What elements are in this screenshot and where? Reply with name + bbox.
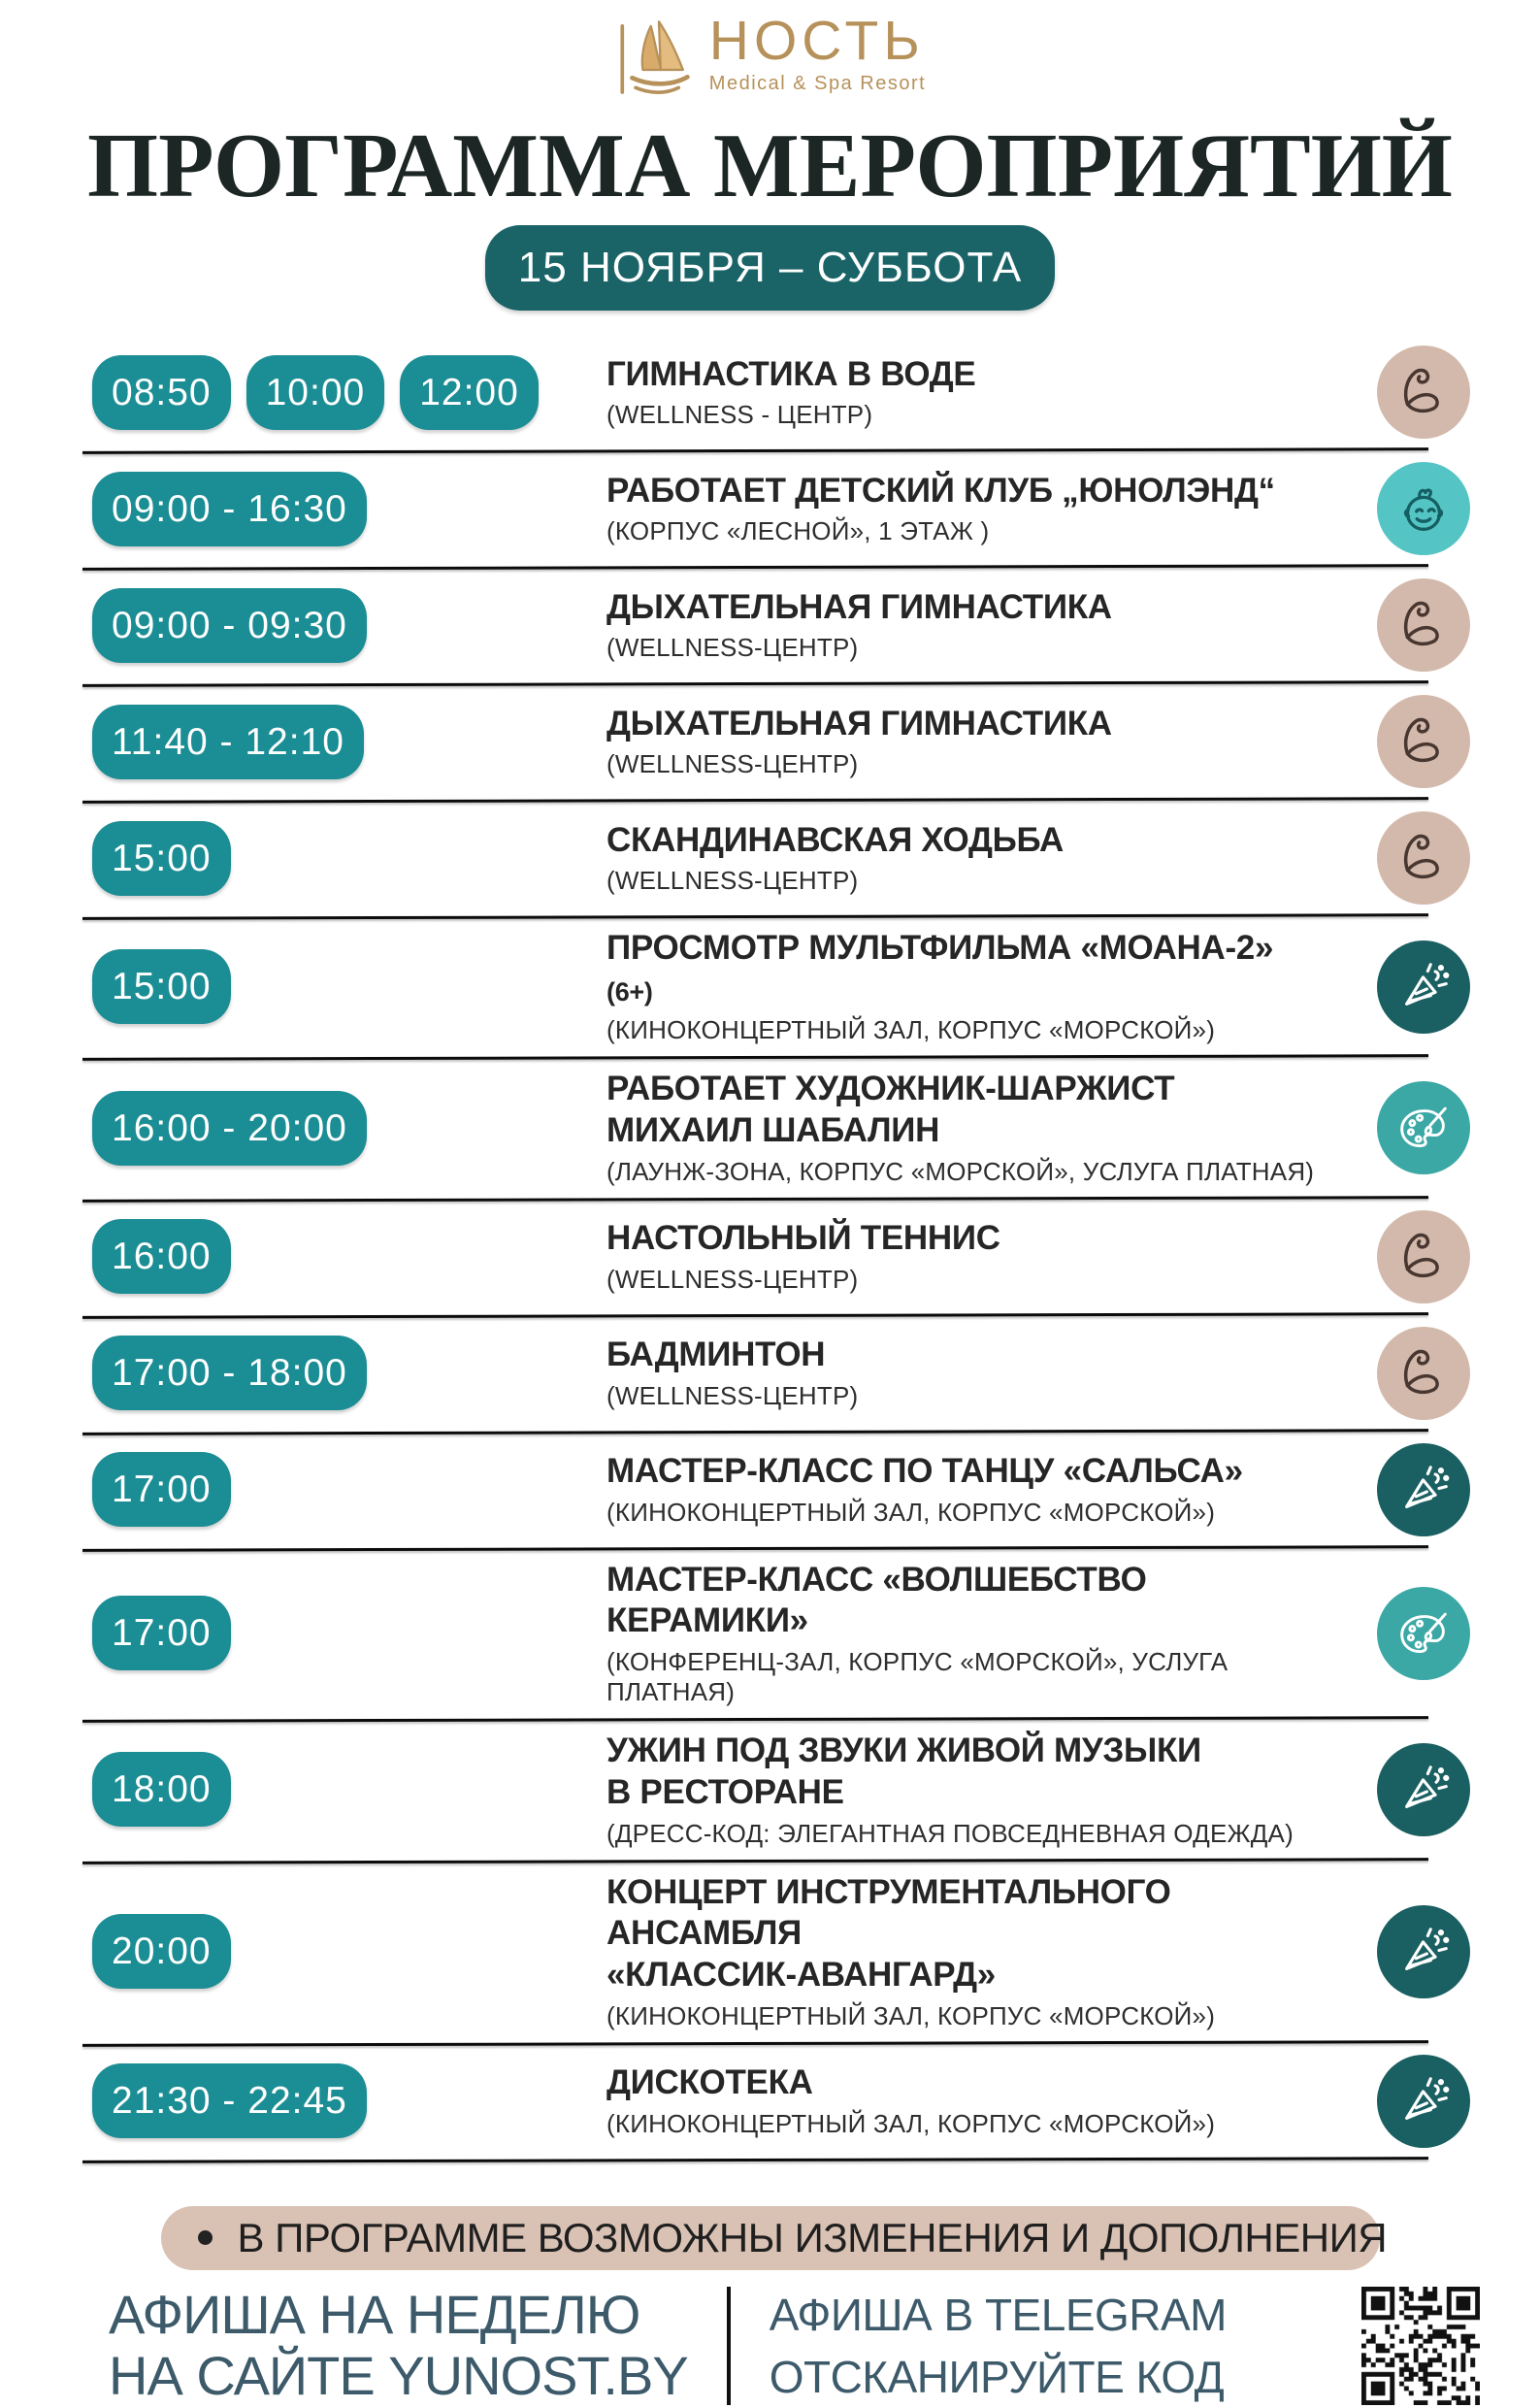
event-title xyxy=(606,1560,1328,1642)
party-icon xyxy=(1377,1743,1470,1836)
time-pill: 11:40 - 12:10 xyxy=(92,705,364,779)
event-info xyxy=(606,1560,1336,1707)
footer-website-block xyxy=(109,2285,688,2406)
event-title-line: КОНЦЕРТ ИНСТРУМЕНТАЛЬНОГО АНСАМБЛЯ xyxy=(606,1872,1171,1953)
time-pills xyxy=(92,821,606,896)
event-title-line: МАСТЕР-КЛАСС ПО ТАНЦУ «САЛЬСА» xyxy=(606,1452,1243,1491)
event-info xyxy=(606,2062,1336,2139)
footer-left-line2: НА САЙТЕ YUNOST.BY xyxy=(109,2344,688,2406)
schedule-row xyxy=(92,1201,1482,1317)
schedule xyxy=(0,336,1540,2161)
event-info xyxy=(606,1872,1336,2031)
event-title-line: ГИМНАСТИКА В ВОДЕ xyxy=(606,354,976,393)
event-info xyxy=(606,587,1336,664)
event-title-line: ДЫХАТЕЛЬНАЯ ГИМНАСТИКА xyxy=(606,587,1112,626)
event-title-line: МАСТЕР-КЛАСС «ВОЛШЕБСТВО КЕРАМИКИ» xyxy=(606,1560,1147,1640)
schedule-row xyxy=(92,452,1482,569)
event-info xyxy=(606,471,1336,547)
event-title-line: БАДМИНТОН xyxy=(606,1336,826,1374)
schedule-row xyxy=(92,1317,1482,1434)
time-pills xyxy=(92,588,606,663)
event-title xyxy=(606,820,1328,862)
schedule-row xyxy=(92,336,1482,452)
biceps-icon xyxy=(1377,811,1470,905)
schedule-row xyxy=(92,685,1482,802)
event-title xyxy=(606,471,1328,512)
event-location: (ДРЕСС-КОД: ЭЛЕГАНТНАЯ ПОВСЕДНЕВНАЯ ОДЕЖДА) xyxy=(606,1818,1294,1848)
event-location: (WELLNESS-ЦЕНТР) xyxy=(606,1265,859,1295)
time-pill: 09:00 - 09:30 xyxy=(92,588,367,663)
time-pills xyxy=(92,1091,606,1166)
event-location: (WELLNESS-ЦЕНТР) xyxy=(606,633,859,663)
event-title-line: «КЛАССИК-АВАНГАРД» xyxy=(606,1955,996,1994)
event-location: (WELLNESS-ЦЕНТР) xyxy=(606,749,859,779)
party-icon xyxy=(1377,1905,1470,1998)
palette-icon xyxy=(1377,1081,1470,1174)
time-pills xyxy=(92,1914,606,1989)
event-title xyxy=(606,1218,1328,1260)
event-location: (WELLNESS-ЦЕНТР) xyxy=(606,1381,859,1411)
time-pills xyxy=(92,1596,606,1670)
qr-code xyxy=(1361,2287,1480,2405)
event-title xyxy=(606,1069,1328,1151)
party-icon xyxy=(1377,940,1470,1034)
schedule-row xyxy=(92,1863,1482,2045)
time-pill: 09:00 - 16:30 xyxy=(92,472,367,546)
footer-telegram-block xyxy=(770,2284,1227,2408)
sailboat-logo-icon xyxy=(614,14,704,103)
event-title-line: ДИСКОТЕКА xyxy=(606,2063,813,2102)
time-pills xyxy=(92,705,606,779)
resort-logo xyxy=(0,10,1540,103)
time-pills xyxy=(92,2063,606,2138)
footer xyxy=(0,2284,1540,2408)
logo-wordmark: НОСТЬ xyxy=(708,10,925,72)
notice-banner xyxy=(161,2206,1388,2270)
schedule-row xyxy=(92,802,1482,918)
event-title xyxy=(606,928,1328,1010)
event-location: (WELLNESS - ЦЕНТР) xyxy=(606,400,873,430)
time-pills xyxy=(92,949,606,1024)
event-title xyxy=(606,354,1328,396)
header xyxy=(0,0,1540,311)
time-pill: 18:00 xyxy=(92,1752,231,1827)
event-title xyxy=(606,1872,1328,1996)
event-title xyxy=(606,704,1328,745)
schedule-row xyxy=(92,1434,1482,1550)
bullet-dot-icon xyxy=(198,2230,213,2245)
event-info xyxy=(606,1335,1336,1411)
time-pill: 20:00 xyxy=(92,1914,231,1989)
time-pills xyxy=(92,1452,606,1527)
time-pill: 15:00 xyxy=(92,821,231,896)
event-info xyxy=(606,928,1336,1045)
event-location: (WELLNESS-ЦЕНТР) xyxy=(606,866,859,896)
baby-icon xyxy=(1377,462,1470,555)
event-title-line: МИХАИЛ ШАБАЛИН xyxy=(606,1111,940,1150)
page-title: ПРОГРАММА МЕРОПРИЯТИЙ xyxy=(87,115,1453,216)
time-pills xyxy=(92,1336,606,1410)
biceps-icon xyxy=(1377,346,1470,439)
event-title-line: ПРОСМОТР МУЛЬТФИЛЬМА «МОАНА-2» (6+) xyxy=(606,929,1274,1006)
footer-left-line1: АФИША НА НЕДЕЛЮ xyxy=(109,2284,640,2346)
time-pill: 21:30 - 22:45 xyxy=(92,2063,367,2138)
event-info xyxy=(606,1218,1336,1295)
footer-right-line2: ОТСКАНИРУЙТЕ КОД xyxy=(769,2351,1225,2402)
event-location: (КОНФЕРЕНЦ-ЗАЛ, КОРПУС «МОРСКОЙ», УСЛУГА ПЛАТНАЯ) xyxy=(606,1647,1229,1707)
party-icon xyxy=(1377,2055,1470,2148)
schedule-row xyxy=(92,569,1482,685)
event-location: (КИНОКОНЦЕРТНЫЙ ЗАЛ, КОРПУС «МОРСКОЙ») xyxy=(606,2000,1216,2030)
time-pills xyxy=(92,1752,606,1827)
event-title-line: В РЕСТОРАНЕ xyxy=(606,1772,844,1811)
event-title-line: РАБОТАЕТ ХУДОЖНИК-ШАРЖИСТ xyxy=(606,1070,1175,1108)
event-location: (ЛАУНЖ-ЗОНА, КОРПУС «МОРСКОЙ», УСЛУГА ПЛАТНАЯ) xyxy=(606,1156,1315,1186)
event-info xyxy=(606,704,1336,780)
palette-icon xyxy=(1377,1587,1470,1680)
time-pills xyxy=(92,472,606,546)
event-title xyxy=(606,1731,1328,1813)
time-pill: 08:50 xyxy=(92,355,231,430)
event-title-line: УЖИН ПОД ЗВУКИ ЖИВОЙ МУЗЫКИ xyxy=(606,1732,1201,1770)
event-title-line: ДЫХАТЕЛЬНАЯ ГИМНАСТИКА xyxy=(606,704,1112,742)
time-pill: 17:00 xyxy=(92,1596,231,1670)
event-info xyxy=(606,354,1336,431)
age-badge: (6+) xyxy=(606,976,653,1006)
event-title xyxy=(606,587,1328,629)
event-title-line: РАБОТАЕТ ДЕТСКИЙ КЛУБ „ЮНОЛЭНД“ xyxy=(606,471,1275,510)
time-pills xyxy=(92,355,606,430)
logo-subtitle: Medical & Spa Resort xyxy=(708,73,927,94)
footer-right-line1: АФИША В TELEGRAM xyxy=(769,2289,1228,2340)
time-pill: 16:00 xyxy=(92,1219,231,1294)
event-info xyxy=(606,1451,1336,1528)
event-title-line: СКАНДИНАВСКАЯ ХОДЬБА xyxy=(606,820,1064,859)
schedule-row xyxy=(92,918,1482,1059)
notice-text: В ПРОГРАММЕ ВОЗМОЖНЫ ИЗМЕНЕНИЯ И ДОПОЛНЕНИЯ xyxy=(237,2214,1388,2260)
event-location: (КИНОКОНЦЕРТНЫЙ ЗАЛ, КОРПУС «МОРСКОЙ») xyxy=(606,1498,1216,1528)
biceps-icon xyxy=(1377,1210,1470,1303)
time-pills xyxy=(92,1219,606,1294)
event-location: (КИНОКОНЦЕРТНЫЙ ЗАЛ, КОРПУС «МОРСКОЙ») xyxy=(606,1015,1216,1045)
schedule-row xyxy=(92,1059,1482,1200)
event-title-line: НАСТОЛЬНЫЙ ТЕННИС xyxy=(606,1219,1000,1258)
time-pill: 10:00 xyxy=(246,355,385,430)
date-badge: 15 НОЯБРЯ – СУББОТА xyxy=(485,225,1055,311)
event-info xyxy=(606,820,1336,897)
event-title xyxy=(606,2062,1328,2104)
biceps-icon xyxy=(1377,578,1470,672)
schedule-row xyxy=(92,2045,1482,2161)
biceps-icon xyxy=(1377,1327,1470,1420)
time-pill: 15:00 xyxy=(92,949,231,1024)
time-pill: 17:00 xyxy=(92,1452,231,1527)
event-info xyxy=(606,1069,1336,1186)
party-icon xyxy=(1377,1443,1470,1536)
footer-divider xyxy=(727,2287,731,2405)
biceps-icon xyxy=(1377,695,1470,788)
event-title xyxy=(606,1335,1328,1376)
time-pill: 16:00 - 20:00 xyxy=(92,1091,367,1166)
time-pill: 17:00 - 18:00 xyxy=(92,1336,367,1410)
event-location: (КИНОКОНЦЕРТНЫЙ ЗАЛ, КОРПУС «МОРСКОЙ») xyxy=(606,2108,1216,2138)
schedule-row xyxy=(92,1550,1482,1721)
time-pill: 12:00 xyxy=(400,355,539,430)
schedule-row xyxy=(92,1721,1482,1862)
event-info xyxy=(606,1731,1336,1848)
event-title xyxy=(606,1451,1328,1493)
event-location: (КОРПУС «ЛЕСНОЙ», 1 ЭТАЖ ) xyxy=(606,516,990,546)
